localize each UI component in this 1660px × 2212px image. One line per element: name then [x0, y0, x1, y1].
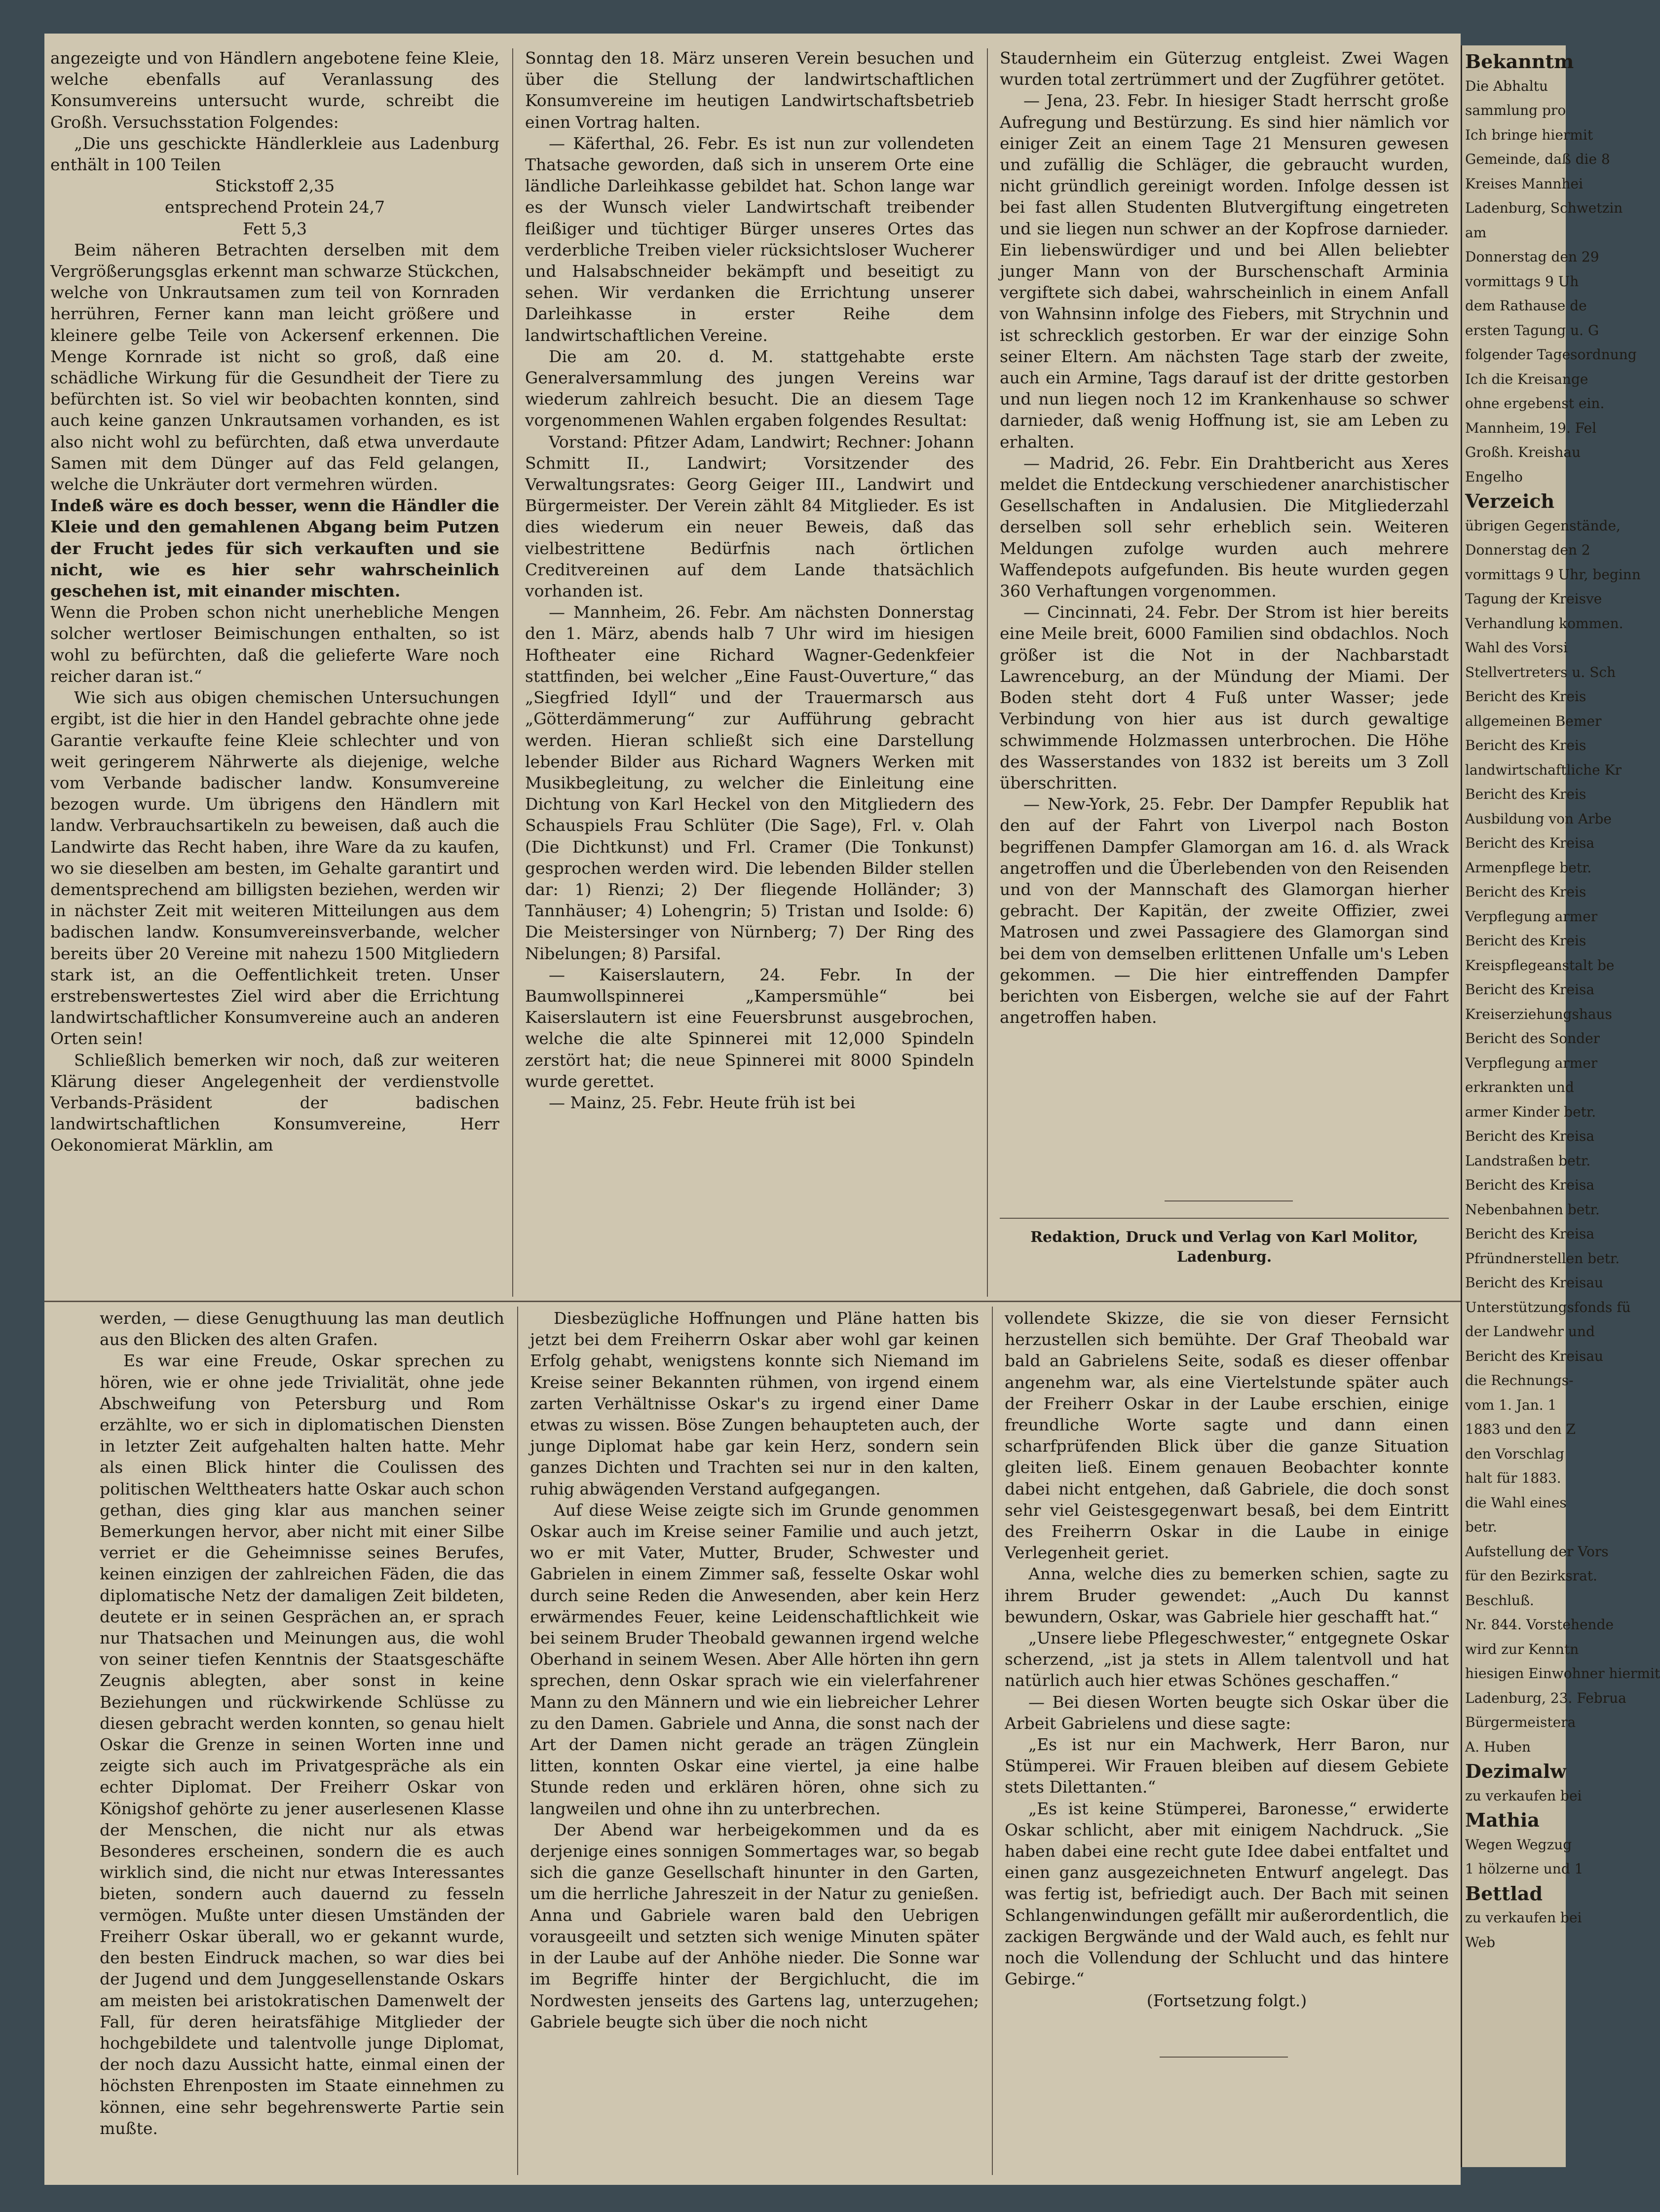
column-bottom-1 — [100, 1308, 504, 2166]
fragment-line: Bekanntm — [1465, 50, 1574, 73]
column-rule — [987, 48, 988, 1297]
fragment-line: vormittags 9 Uhr, beginn — [1465, 566, 1641, 583]
fragment-line: Nr. 844. Vorstehende — [1465, 1616, 1614, 1633]
fragment-line: dem Rathause de — [1465, 298, 1587, 314]
paragraph: Schließlich bemerken wir noch, daß zur weiteren Klärung dieser Angelegenheit der verdienstvolle Verbands-Präsident der badischen landwirtschaftlichen Konsumvereine, Herr Oekonomierat Märklin, am — [50, 1050, 499, 1155]
fragment-line: Ladenburg, 23. Februa — [1465, 1689, 1626, 1706]
fragment-line: ersten Tagung u. G — [1465, 322, 1599, 338]
fragment-line: Donnerstag den 2 — [1465, 542, 1590, 558]
fragment-line: Beschluß. — [1465, 1592, 1534, 1609]
paragraph: Der Abend war herbeigekommen und da es derjenige eines sonnigen Sommertages war, so begab sich die ganze Gesellschaft hinunter in den Garten, um die herrliche Jahreszeit in der Natur zu genießen. Anna und Gabriele waren bald den Uebrigen vorausgeeilt und setzten sich wenige Minuten später in der Laube auf der Anhöhe nieder. Die Sonne war im Begriffe hinter der Bergichlucht, die im Nordwesten jenseits des Gartens lag, unterzugehen; Gabriele beugte sich über die noch nicht — [530, 1820, 979, 2031]
paragraph: Staudernheim ein Güterzug entgleist. Zwei Wagen wurden total zertrümmert und der Zugführer getötet. — [1000, 48, 1449, 89]
paragraph: Indeß wäre es doch besser, wenn die Händler die Kleie und den gemahlenen Abgang beim Putzen der Frucht jedes für sich verkauften und sie nicht, wie es hier sehr wahrscheinlich geschehen ist, mit einander mischten. — [50, 496, 499, 601]
fragment-line: Wahl des Vorsi — [1465, 639, 1568, 656]
fragment-line: Mathia — [1465, 1809, 1540, 1831]
fragment-line: Bericht des Kreisa — [1465, 1177, 1595, 1193]
fragment-line: halt für 1883. — [1465, 1470, 1561, 1486]
paragraph: (Fortsetzung folgt.) — [1146, 1990, 1307, 2010]
paragraph: Diesbezügliche Hoffnungen und Pläne hatten bis jetzt bei dem Freiherrn Oskar aber wohl gar keinen Erfolg gehabt, wenigstens konnte sich Niemand im Kreise seiner Bekannten rühmen, von irgend einem zarten Verhältnisse Oskar's zu irgend einer Dame etwas zu wissen. Böse Zungen behaupteten auch, der junge Diplomat habe gar kein Herz, sondern sein ganzes Dichten und Trachten sei nur in den kalten, ruhig abwägenden Verstand aufgegangen. — [530, 1309, 979, 1499]
paragraph: Wie sich aus obigen chemischen Untersuchungen ergibt, ist die hier in den Handel gebrachte ohne jede Garantie verkaufte feine Kleie schlechter und von weit geringerem Nährwerte als diejenige, welche vom Verbande badischer landw. Konsumvereine bezogen wurde. Um übrigens den Händlern mit landw. Verbrauchsartikeln zu beweisen, daß auch die Landwirte das Recht haben, ihre Ware da zu kaufen, wo sie dieselben am besten, im Gehalte garantirt und dementsprechend am billigsten beziehen, werden wir in nächster Zeit mit weiteren Mitteilungen aus dem badischen landw. Konsumvereinsverbande, welcher bereits über 20 Vereine mit nahezu 1500 Mitgliedern stark ist, an die Oeffentlichkeit treten. Unser erstrebenswertestes Ziel wird aber die Errichtung landwirtschaftlicher Konsumvereine auch an anderen Orten sein! — [50, 688, 499, 1049]
fragment-line: Armenpflege betr. — [1465, 859, 1592, 876]
fragment-line: Ich die Kreisange — [1465, 371, 1588, 387]
paragraph: angezeigte und von Händlern angebotene feine Kleie, welche ebenfalls auf Veranlassung des Konsumvereins untersucht wurde, schreibt die Großh. Versuchsstation Folgendes: — [50, 48, 499, 132]
fragment-line: Kreiserziehungshaus — [1465, 1006, 1612, 1022]
paragraph: — Mainz, 25. Febr. Heute früh ist bei — [549, 1092, 856, 1112]
paragraph: Es war eine Freude, Oskar sprechen zu hören, wie er ohne jede Trivialität, ohne jede Abschweifung von Petersburg und Rom erzählte, wo er sich in diplomatischen Diensten in letzter Zeit aufgehalten halten hatte. Mehr als einen Blick hinter die Coulissen des politischen Welttheaters hatte Oskar auch schon gethan, dies ging klar aus manchen seiner Bemerkungen hervor, aber nicht mit einer Silbe verriet er die Geheimnisse seines Berufes, keinen einzigen der zahlreichen Fäden, die das diplomatische Netz der damaligen Zeit bildeten, deutete er in seinen Gesprächen an, er sprach nur Thatsachen und Meinungen aus, die wohl von seiner tiefen Kenntnis der Staatsgeschäfte Zeugnis ablegten, aber sonst in keine Beziehungen und rückwirkende Schlüsse zu diesen gebracht werden konnten, so genau hielt Oskar die Grenze in seinen Worten inne und zeigte sich auch im Privatgespräche als ein echter Diplomat. Der Freiherr Oskar von Königshof gehörte zu jener auserlesenen Klasse der Menschen, die nicht nur als etwas Besonderes erscheinen, sondern die es auch wirklich sind, die nicht nur etwas Interessantes bieten, sondern auch dauernd zu fesseln vermögen. Mußte unter diesen Umständen der Freiherr Oskar überall, wo er gekannt wurde, den besten Eindruck machen, so war dies bei der Jugend und dem Junggesellenstande Oskars am meisten bei aristokratischen Damenwelt der Fall, für deren heiratsfähige Mitglieder der hochgebildete und talentvolle junge Diplomat, der noch dazu Aussicht hatte, einmal einen der höchsten Ehrenposten im Staate einnehmen zu können, eine sehr begehrenswerte Partie sein mußte. — [100, 1351, 504, 2138]
fragment-line: vom 1. Jan. 1 — [1465, 1396, 1557, 1413]
paragraph: — Cincinnati, 24. Febr. Der Strom ist hier bereits eine Meile breit, 6000 Familien sind obdachlos. Noch größer ist die Not in der Nachbarstadt Lawrenceburg, an der Mündung der Miami. Der Boden steht dort 4 Fuß unter Wasser; jede Verbindung von hier aus ist durch gewaltige schwimmende Holzmassen unterbrochen. Die Höhe des Wasserstandes von 1832 ist bereits um 3 Zoll überschritten. — [1000, 602, 1449, 792]
fragment-line: Mannheim, 19. Fel — [1465, 419, 1597, 436]
fragment-line: allgemeinen Bemer — [1465, 712, 1602, 729]
fragment-line: armer Kinder betr. — [1465, 1103, 1596, 1120]
imprint-text: Redaktion, Druck und Verlag von Karl Molitor, Ladenburg. — [1030, 1229, 1418, 1266]
column-rule — [517, 1307, 518, 2175]
paragraph: — Madrid, 26. Febr. Ein Drahtbericht aus Xeres meldet die Entdeckung verschiedener anarchistischer Gesellschaften in Andalusien. Die Mitgliederzahl derselben soll sehr erheblich sein. Weiteren Meldungen zufolge wurden auch mehrere Waffendepots aufgefunden. Bis heute wurden gegen 360 Verhaftungen vorgenommen. — [1000, 453, 1449, 601]
fragment-line: wird zur Kenntn — [1465, 1641, 1579, 1657]
fragment-line: Bericht des Kreis — [1465, 737, 1586, 753]
fragment-line: Kreises Mannhei — [1465, 175, 1584, 192]
column-top-3 — [1000, 47, 1449, 1197]
paragraph: — Bei diesen Worten beugte sich Oskar über die Arbeit Gabrielens und diese sagte: — [1005, 1692, 1449, 1733]
fragment-line: die Rechnungs- — [1465, 1372, 1574, 1388]
fragment-line: erkrankten und — [1465, 1079, 1574, 1095]
fragment-line: Pfründnerstellen betr. — [1465, 1250, 1620, 1267]
fragment-line: Bürgermeistera — [1465, 1714, 1576, 1730]
fragment-line: Gemeinde, daß die 8 — [1465, 151, 1610, 167]
paragraph: „Unsere liebe Pflegeschwester,“ entgegnete Oskar scherzend, „ist ja stets in Allem talentvoll und hat natürlich auch hier etwas Schönes geschaffen.“ — [1005, 1628, 1449, 1690]
fragment-line: 1 hölzerne und 1 — [1465, 1861, 1584, 1877]
fragment-line: Bericht des Kreis — [1465, 688, 1586, 705]
fragment-line: hiesigen Einwohner hiermit — [1465, 1665, 1660, 1682]
fragment-line: Donnerstag den 29 — [1465, 249, 1599, 265]
paragraph: Wenn die Proben schon nicht unerhebliche Mengen solcher wertloser Beimischungen enthalten, so ist wohl zu befürchten, daß die gelieferte Ware noch reicher daran ist.“ — [50, 602, 499, 686]
paragraph: „Die uns geschickte Händlerkleie aus Ladenburg enthält in 100 Teilen — [50, 133, 499, 175]
fragment-line: Bettlad — [1465, 1882, 1543, 1905]
fragment-line: Die Abhaltu — [1465, 77, 1548, 94]
fragment-line: Bericht des Kreisa — [1465, 981, 1595, 998]
fragment-line: Bericht des Kreisa — [1465, 1226, 1595, 1242]
fragment-line: Landstraßen betr. — [1465, 1152, 1591, 1169]
fragment-line: die Wahl eines — [1465, 1494, 1567, 1511]
fragment-line: übrigen Gegenstände, — [1465, 517, 1621, 534]
paragraph: — New-York, 25. Febr. Der Dampfer Republik hat den auf der Fahrt von Liverpol nach Boston begriffenen Dampfer Glamorgan am 16. d. als Wrack angetroffen und die Überlebenden von den Reisenden und von der Mannschaft des Glamorgan hierher gebracht. Der Kapitän, der zweite Offizier, zwei Matrosen und zwei Passagiere des Glamorgan sind bei dem von demselben erlittenen Unfalle um's Leben gekommen. — Die hier eintreffenden Dampfer berichten von Eisbergen, welche sie auf der Fahrt angetroffen haben. — [1000, 794, 1449, 1027]
fragment-line: Nebenbahnen betr. — [1465, 1201, 1600, 1218]
fragment-line: Bericht des Kreis — [1465, 884, 1586, 900]
fragment-line: Verpflegung armer — [1465, 1054, 1598, 1071]
paragraph: Die am 20. d. M. stattgehabte erste Generalversammlung des jungen Vereins war wiederum zahlreich besucht. Die an diesem Tage vorgenommenen Wahlen ergaben folgendes Resultat: — [525, 346, 974, 430]
paragraph: — Kaiserslautern, 24. Febr. In der Baumwollspinnerei „Kampersmühle“ bei Kaiserslautern ist eine Feuersbrunst ausgebrochen, welche die alte Spinnerei mit 12,000 Spindeln zerstört hat; die neue Spinnerei mit 8000 Spindeln wurde gerettet. — [525, 965, 974, 1091]
fragment-line: Großh. Kreishau — [1465, 444, 1581, 460]
fragment-line: Dezimalw — [1465, 1760, 1567, 1782]
paragraph: Anna, welche dies zu bemerken schien, sagte zu ihrem Bruder gewendet: „Auch Du kannst bewundern, Oskar, was Gabriele hier geschafft hat.“ — [1005, 1564, 1449, 1626]
newspaper-page — [44, 34, 1461, 2185]
divider — [1160, 2057, 1288, 2058]
fragment-line: Unterstützungsfonds fü — [1465, 1299, 1631, 1315]
feuilleton-divider — [44, 1301, 1461, 1302]
paragraph: — Jena, 23. Febr. In hiesiger Stadt herrscht große Aufregung und Bestürzung. Es sind hier nämlich vor einiger Zeit an einem Tage 21 Mensuren gewesen und zufällig die Schläger, die gebraucht wurden, nicht gründlich gereinigt worden. Infolge dessen ist bei fast allen Studenten Blutvergiftung eingetreten und sie liegen nun schwer an der Kopfrose darnieder. Ein liebenswürdiger und und bei Allen beliebter junger Mann von der Burschenschaft Arminia vergiftete sich dabei, wahrscheinlich in einem Anfall von Wahnsinn infolge des Fiebers, mit Strychnin und ist schrecklich gestorben. Er war der einzige Sohn seiner Eltern. Am nächsten Tage starb der zweite, auch ein Armine, Tags darauf ist der dritte gestorben und nun liegen noch 12 im Krankenhause so schwer darnieder, daß wenig Hoffnung ist, sie am Leben zu erhalten. — [1000, 91, 1449, 451]
fragment-line: Bericht des Kreisau — [1465, 1275, 1604, 1291]
column-rule — [512, 48, 513, 1297]
fragment-line: sammlung pro — [1465, 102, 1566, 118]
fragment-line: 1883 und den Z — [1465, 1421, 1576, 1437]
fragment-line: Tagung der Kreisve — [1465, 591, 1602, 607]
paragraph: — Käferthal, 26. Febr. Es ist nun zur vollendeten Thatsache geworden, daß sich in unserem Orte eine ländliche Darleihkasse gebildet hat. Schon lange war es der Wunsch vieler Landwirtschaft treibender fleißiger und tüchtiger Bürger unseres Ortes das verderbliche Treiben vieler rücksichtsloser Wucherer und Halsabschneider bekämpft und beseitigt zu sehen. Wir verdanken die Errichtung unserer Darleihkasse in erster Reihe dem landwirtschaftlichen Vereine. — [525, 133, 974, 345]
fragment-line: ohne ergebenst ein. — [1465, 395, 1605, 412]
fragment-line: landwirtschaftliche Kr — [1465, 761, 1622, 778]
adjacent-page-fragment — [1461, 45, 1660, 2167]
paragraph: „Es ist nur ein Machwerk, Herr Baron, nur Stümperei. Wir Frauen bleiben auf diesem Gebiete stets Dilettanten.“ — [1005, 1735, 1449, 1797]
fragment-line: A. Huben — [1465, 1738, 1531, 1755]
paragraph: Stickstoff 2,35 — [215, 176, 335, 196]
fragment-line: der Landwehr und — [1465, 1323, 1595, 1340]
paragraph: werden, — diese Genugthuung las man deutlich aus den Blicken des alten Grafen. — [100, 1309, 504, 1350]
paragraph: Sonntag den 18. März unseren Verein besuchen und über die Stellung der landwirtschaftlichen Konsumvereine im heutigen Landwirtschaftsbetrieb einen Vortrag halten. — [525, 48, 974, 132]
fragment-line: Ausbildung von Arbe — [1465, 810, 1612, 827]
fragment-line: Kreispflegeanstalt be — [1465, 957, 1615, 974]
fragment-line: am — [1465, 224, 1487, 241]
fragment-line: Bericht des Kreisa — [1465, 1128, 1595, 1144]
fragment-line: Bericht des Kreis — [1465, 786, 1586, 802]
fragment-line: Ich bringe hiermit — [1465, 126, 1593, 143]
fragment-line: Bericht des Kreisau — [1465, 1348, 1604, 1364]
fragment-line: folgender Tagesordnung — [1465, 346, 1637, 363]
fragment-line: Verzeich — [1465, 490, 1555, 512]
fragment-line: Engelho — [1465, 468, 1523, 485]
paragraph: entsprechend Protein 24,7 — [165, 197, 385, 217]
paragraph: „Es ist keine Stümperei, Baronesse,“ erwiderte Oskar schlicht, aber mit einigem Nachdruck. „Sie haben dabei eine recht gute Idee dabei entfaltet und einen ganz ausgezeichneten Entwurf angelegt. Das was fertig ist, befriedigt auch. Der Bach mit seinen Schlangenwindungen gefällt mir außerordentlich, die zackigen Bergwände und der Wald auch, es fehlt nur noch die Vollendung der Schlucht und das hintere Gebirge.“ — [1005, 1799, 1449, 1989]
fragment-line: Wegen Wegzug — [1465, 1836, 1572, 1853]
paragraph: Beim näheren Betrachten derselben mit dem Vergrößerungsglas erkennt man schwarze Stückchen, welche von Unkrautsamen zum teil von Kornraden herrühren, Ferner kann man leicht größere und kleinere gelbe Teile von Ackersenf erkennen. Die Menge Kornrade ist nicht so groß, daß eine schädliche Wirkung für die Gesundheit der Tiere zu befürchten ist. So viel wir beobachten konnten, sind auch keine ganzen Unkrautsamen vorhanden, es ist also nicht wohl zu befürchten, daß etwa unverdaute Samen mit dem Dünger auf das Feld gelangen, welche die Unkräuter dort vermehren würden. — [50, 240, 499, 494]
divider — [1165, 1200, 1293, 1201]
divider — [1000, 1218, 1449, 1219]
paragraph: — Mannheim, 26. Febr. Am nächsten Donnerstag den 1. März, abends halb 7 Uhr wird im hiesigen Hoftheater eine Richard Wagner-Gedenkfeier stattfinden, bei welcher „Eine Faust-Ouverture,“ das „Siegfried Idyll“ und der Trauermarsch aus „Götterdämmerung“ zur Aufführung gebracht werden. Hieran schließt sich eine Darstellung lebender Bilder aus Richard Wagners Werken mit Musikbegleitung, zu welcher die Einleitung eine Dichtung von Karl Heckel von den Mitgliedern des Schauspiels Frau Schlüter (Die Sage), Frl. v. Olah (Die Dichtkunst) und Frl. Cramer (Die Tonkunst) gesprochen werden wird. Die lebenden Bilder stellen dar: 1) Rienzi; 2) Der fliegende Holländer; 3) Tannhäuser; 4) Lohengrin; 5) Tristan und Isolde: 6) Die Meistersinger von Nürnberg; 7) Der Ring des Nibelungen; 8) Parsifal. — [525, 602, 974, 963]
paragraph: Fett 5,3 — [242, 219, 307, 238]
fragment-line: für den Bezirksrat. — [1465, 1568, 1597, 1584]
column-bottom-2 — [530, 1308, 979, 2166]
fragment-line: betr. — [1465, 1519, 1497, 1535]
fragment-line: Verpflegung armer — [1465, 908, 1598, 925]
imprint — [1000, 1228, 1449, 1277]
fragment-line: vormittags 9 Uh — [1465, 273, 1579, 290]
fragment-line: zu verkaufen bei — [1465, 1910, 1582, 1926]
column-top-2 — [525, 47, 974, 1291]
paragraph: Vorstand: Pfitzer Adam, Landwirt; Rechner: Johann Schmitt II., Landwirt; Vorsitzender des Verwaltungsrates: Georg Geiger III., Landwirt und Bürgermeister. Der Verein zählt 84 Mitglieder. Es ist dies wiederum ein neuer Beweis, daß das vielbestrittene Bedürfnis nach örtlichen Creditvereinen auf dem Lande thatsächlich vorhanden ist. — [525, 432, 974, 601]
fragment-line: Aufstellung der Vors — [1465, 1543, 1609, 1560]
paragraph: vollendete Skizze, die sie von dieser Fernsicht herzustellen sich bemühte. Der Graf Theobald war bald an Gabrielens Seite, sodaß es dieser offenbar angenehm war, als eine Viertelstunde später auch der Freiherr Oskar in der Laube erschien, einige freundliche Worte sagte und dann einen scharfprüfenden Blick über die ganze Situation gleiten ließ. Einem genauen Beobachter konnte dabei nicht entgehen, daß Gabriele, die doch sonst sehr viel Geistesgegenwart besaß, bei dem Eintritt des Freiherrn Oskar in die Laube in einige Verlegenheit geriet. — [1005, 1309, 1449, 1563]
paragraph: Auf diese Weise zeigte sich im Grunde genommen Oskar auch im Kreise seiner Familie und auch jetzt, wo er mit Vater, Mutter, Bruder, Schwester und Gabrielen in einem Zimmer saß, fesselte Oskar wohl durch seine Reden die Anwesenden, aber kein Herz erwärmendes Feuer, keine Leidenschaftlichkeit wie bei seinem Bruder Theobald gewannen irgend welche Oberhand in seinem Wesen. Aber Alle hörten ihn gern sprechen, denn Oskar sprach wie ein vielerfahrener Mann zu den Männern und wie ein liebreicher Lehrer zu den Damen. Gabriele und Anna, die sonst nach der Art der Damen nicht gerade an trägen Zünglein litten, konnten Oskar eine viertel, ja eine halbe Stunde reden und erklären hören, ohne sich zu langweilen und ohne ihn zu unterbrechen. — [530, 1500, 979, 1818]
fragment-line: Stellvertreters u. Sch — [1465, 664, 1616, 680]
fragment-line: Bericht des Sonder — [1465, 1030, 1600, 1047]
column-top-1 — [50, 47, 499, 1291]
fragment-line: den Vorschlag — [1465, 1445, 1564, 1462]
fragment-line: Verhandlung kommen. — [1465, 615, 1623, 632]
column-bottom-3 — [1005, 1308, 1449, 2166]
fragment-line: Ladenburg, Schwetzin — [1465, 200, 1623, 216]
fragment-line: Bericht des Kreisa — [1465, 835, 1595, 851]
fragment-line: Web — [1465, 1934, 1495, 1950]
fragment-line: zu verkaufen bei — [1465, 1787, 1582, 1804]
fragment-line: Bericht des Kreis — [1465, 933, 1586, 949]
column-rule — [992, 1307, 993, 2175]
